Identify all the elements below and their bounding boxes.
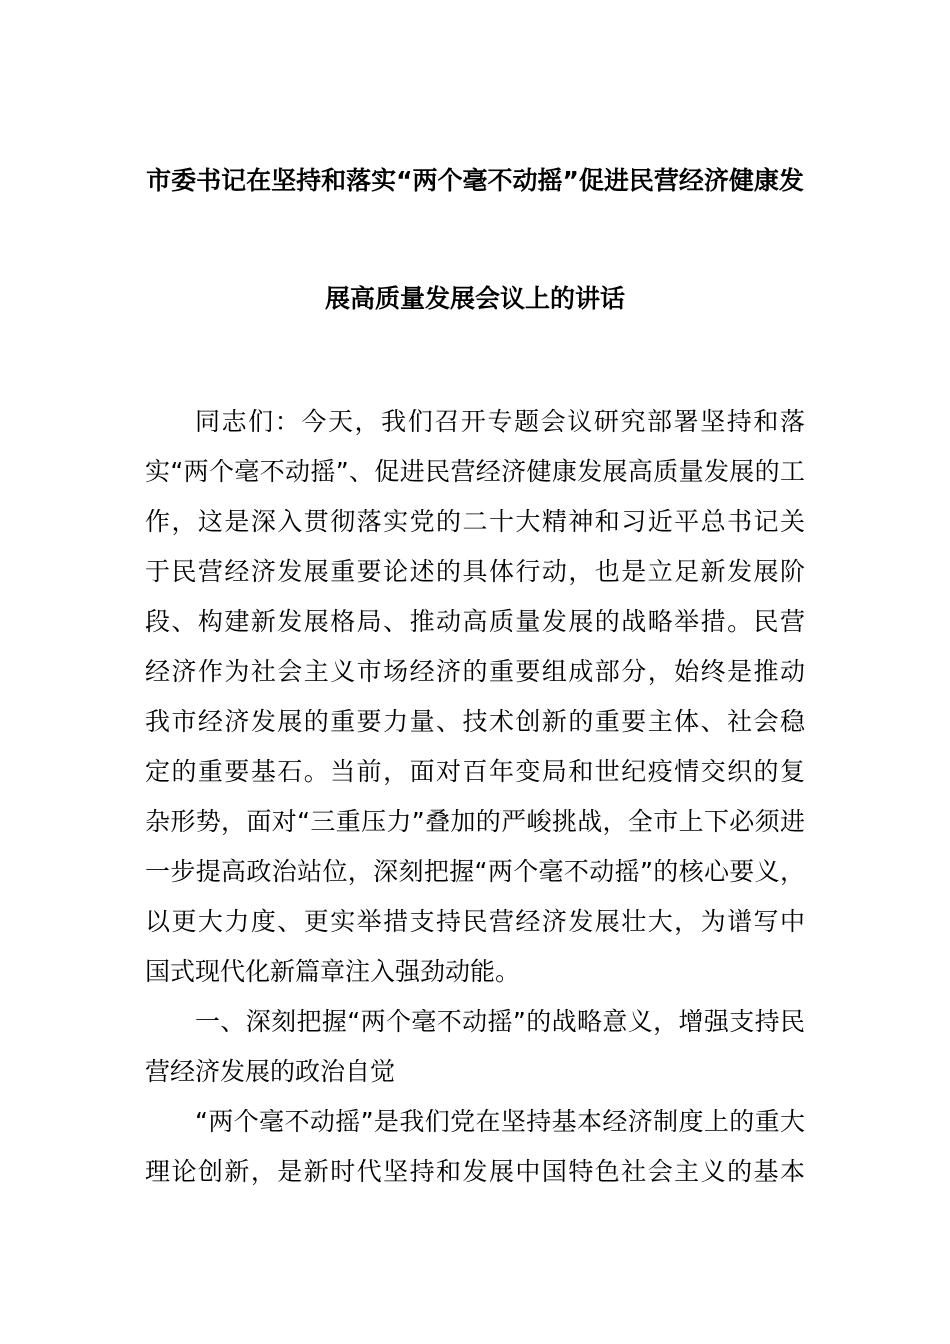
- text-line: 国式现代化新篇章注入强劲动能。: [145, 957, 521, 986]
- text-line: 定的重要基石。当前，面对百年变局和世纪疫情交织的复: [145, 757, 805, 786]
- text-line: 经济作为社会主义市场经济的重要组成部分，始终是推动: [145, 657, 805, 686]
- document-title-line-2: 展高质量发展会议上的讲话: [324, 284, 625, 313]
- text-line: 同志们：今天，我们召开专题会议研究部署坚持和落: [195, 407, 805, 436]
- paragraph-opening: [145, 397, 805, 997]
- text-line: 实“两个毫不动摇”、促进民营经济健康发展高质量发展的工: [145, 457, 805, 486]
- text-line: 以更大力度、更实举措支持民营经济发展壮大，为谱写中: [145, 907, 805, 936]
- section-heading-line: 营经济发展的政治自觉: [145, 1057, 396, 1086]
- text-line: 理论创新，是新时代坚持和发展中国特色社会主义的基本: [145, 1157, 805, 1186]
- paragraph-section-1-body: [145, 1097, 805, 1197]
- text-line: 一步提高政治站位，深刻把握“两个毫不动摇”的核心要义，: [145, 857, 805, 886]
- document-body: [145, 397, 805, 1197]
- text-line: 作，这是深入贯彻落实党的二十大精神和习近平总书记关: [145, 507, 805, 536]
- text-line: 我市经济发展的重要力量、技术创新的重要主体、社会稳: [145, 707, 805, 736]
- section-heading-line: 一、深刻把握“两个毫不动摇”的战略意义，增强支持民: [195, 1007, 805, 1036]
- document-title-line-1: 市委书记在坚持和落实“两个毫不动摇”促进民营经济健康发: [146, 166, 804, 195]
- paragraph-section-heading-1: [145, 997, 805, 1097]
- text-line: 段、构建新发展格局、推动高质量发展的战略举措。民营: [145, 607, 805, 636]
- text-line: 杂形势，面对“三重压力”叠加的严峻挑战，全市上下必须进: [145, 807, 805, 836]
- text-line: “两个毫不动摇”是我们党在坚持基本经济制度上的重大: [195, 1107, 805, 1136]
- text-line: 于民营经济发展重要论述的具体行动，也是立足新发展阶: [145, 557, 805, 586]
